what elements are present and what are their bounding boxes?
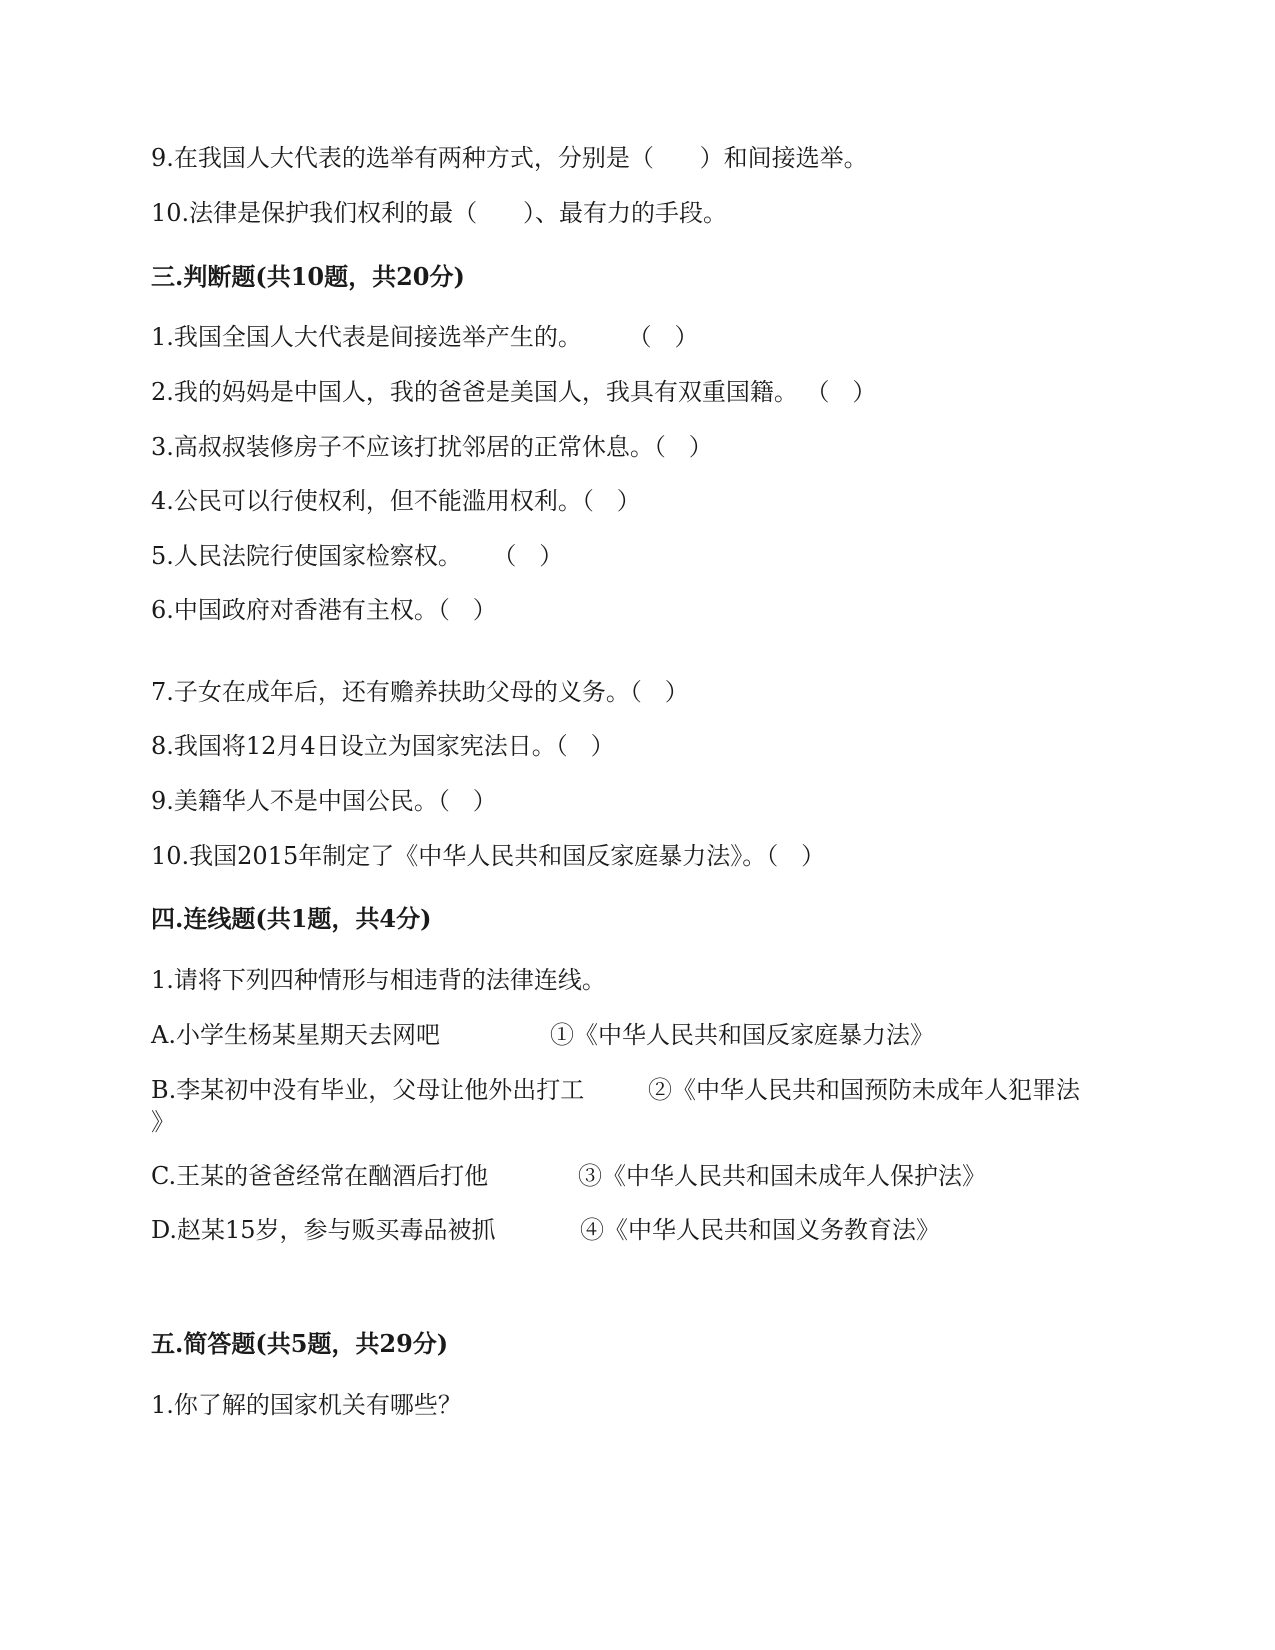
- matching-left-item: B.李某初中没有毕业，父母让他外出打工: [151, 1076, 585, 1104]
- judgement-item: 7.子女在成年后，还有赡养扶助父母的义务。（ ）: [151, 678, 689, 706]
- matching-right-item: ④《中华人民共和国义务教育法》: [580, 1216, 940, 1244]
- matching-left-item: C.王某的爸爸经常在酗酒后打他: [151, 1162, 489, 1190]
- matching-left-item: D.赵某15岁，参与贩买毒品被抓: [151, 1216, 496, 1244]
- section-heading-short-answer: 五.简答题(共5题，共29分): [151, 1329, 449, 1358]
- matching-right-item: ①《中华人民共和国反家庭暴力法》: [550, 1021, 934, 1049]
- judgement-item: 4.公民可以行使权利，但不能滥用权利。（ ）: [151, 487, 641, 515]
- matching-wrap-tail: 》: [151, 1108, 175, 1136]
- judgement-item: 10.我国2015年制定了《中华人民共和国反家庭暴力法》。（ ）: [151, 842, 826, 870]
- judgement-item: 5.人民法院行使国家检察权。 （ ）: [151, 542, 564, 570]
- matching-right-item: ②《中华人民共和国预防未成年人犯罪法: [648, 1076, 1080, 1104]
- judgement-item: 6.中国政府对香港有主权。（ ）: [151, 596, 497, 624]
- judgement-item: 8.我国将12月4日设立为国家宪法日。（ ）: [151, 732, 615, 760]
- fill-blank-q10: 10.法律是保护我们权利的最（ ）、最有力的手段。: [151, 199, 727, 227]
- matching-left-item: A.小学生杨某星期天去网吧: [151, 1021, 440, 1049]
- short-answer-question: 1.你了解的国家机关有哪些？: [151, 1391, 462, 1419]
- fill-blank-q9: 9.在我国人大代表的选举有两种方式，分别是（ ）和间接选举。: [151, 144, 868, 172]
- judgement-item: 9.美籍华人不是中国公民。（ ）: [151, 787, 497, 815]
- judgement-item: 3.高叔叔装修房子不应该打扰邻居的正常休息。（ ）: [151, 433, 713, 461]
- judgement-item: 2.我的妈妈是中国人，我的爸爸是美国人，我具有双重国籍。 （ ）: [151, 378, 877, 406]
- matching-right-item: ③《中华人民共和国未成年人保护法》: [578, 1162, 986, 1190]
- section-heading-matching: 四.连线题(共1题，共4分): [151, 904, 432, 933]
- judgement-item: 1.我国全国人大代表是间接选举产生的。 （ ）: [151, 323, 699, 351]
- matching-question: 1.请将下列四种情形与相违背的法律连线。: [151, 966, 606, 994]
- section-heading-judgement: 三.判断题(共10题，共20分): [151, 262, 465, 291]
